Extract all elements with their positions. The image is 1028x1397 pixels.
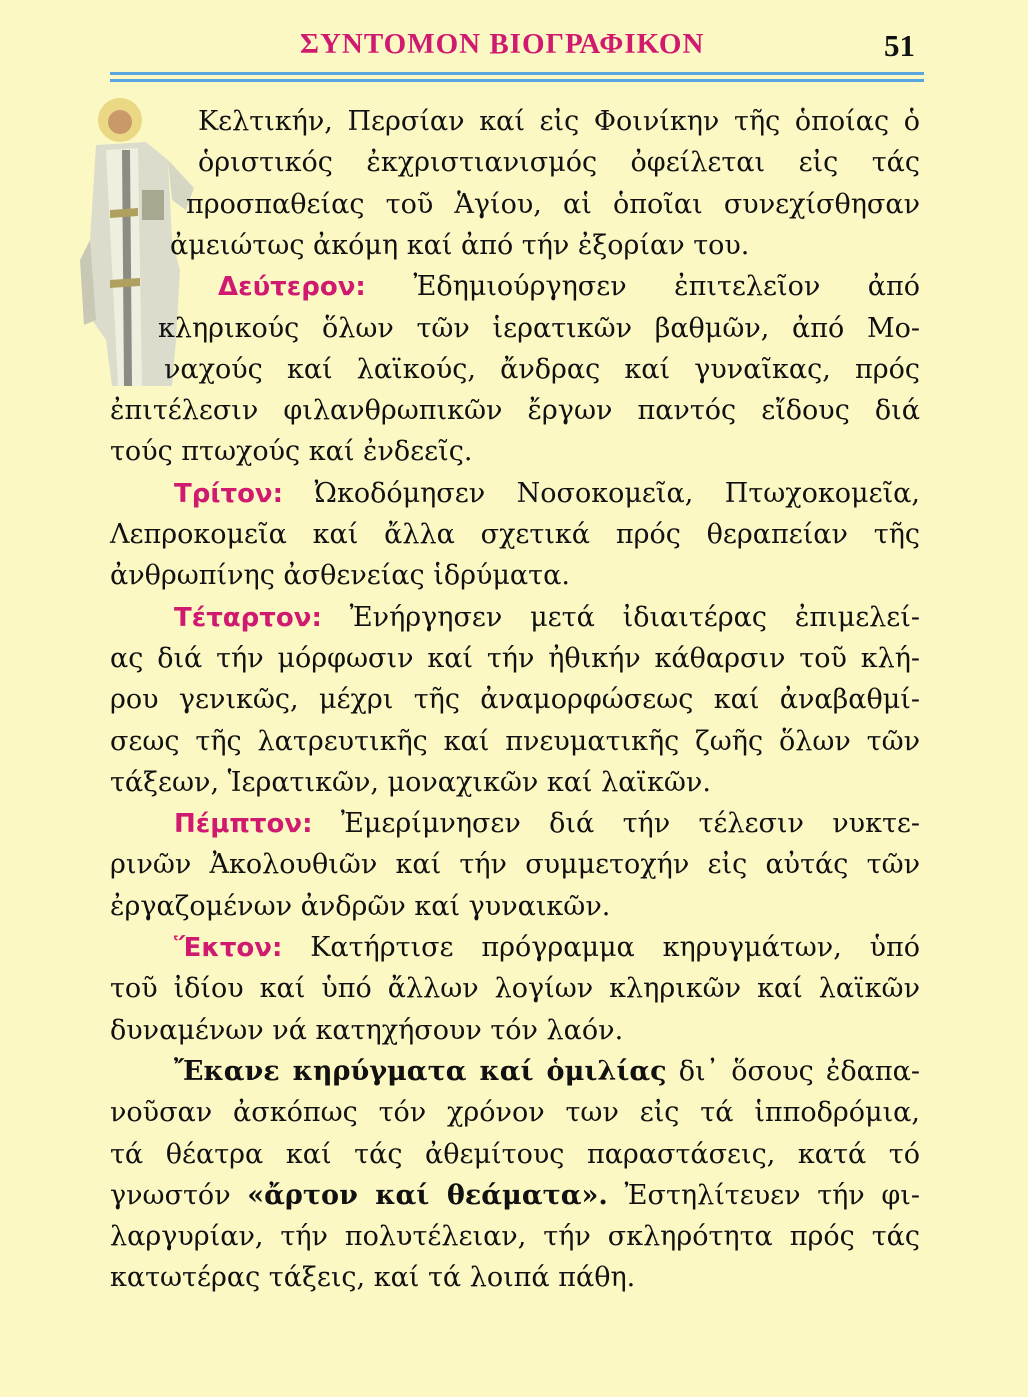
text-line: νοῦσαν ἀσκόπως τόν χρόνον των εἰς τά ἱπποδρόμια, xyxy=(110,1097,920,1129)
text-line: Λεπροκομεῖα καί ἄλλα σχετικά πρός θεραπείαν τῆς xyxy=(110,519,920,550)
text-line: Ἕκτον: Κατήρτισε πρόγραμμα κηρυγμάτων, ὑπό xyxy=(174,932,920,963)
text-line: τοῦ ἰδίου καί ὑπό ἄλλων λογίων κληρικῶν καί λαϊκῶν xyxy=(110,973,920,1005)
text-line: γνωστόν «ἄρτον καί θεάματα». Ἐστηλίτευεν τήν φι- xyxy=(110,1179,921,1211)
text-line: Τέταρτον: Ἐνήργησεν μετά ἰδιαιτέρας ἐπιμελεί- xyxy=(174,601,920,633)
text-line: λαργυρίαν, τήν πολυτέλειαν, τήν σκληρότητα πρός τάς xyxy=(110,1221,920,1253)
page-number: 51 xyxy=(884,28,915,63)
section-label: Πέμπτον: xyxy=(174,809,313,840)
text-line: κληρικούς ὅλων τῶν ἱερατικῶν βαθμῶν, ἀπό Μο- xyxy=(158,312,920,344)
section-label: Δεύτερον: xyxy=(218,272,366,303)
text-line: κατωτέρας τάξεις, καί τά λοιπά πάθη. xyxy=(110,1262,636,1294)
text-line: ας διά τήν μόρφωσιν καί τήν ἠθικήν κάθαρσιν τοῦ κλή- xyxy=(110,642,920,674)
text-line: Τρίτον: Ὠκοδόμησεν Νοσοκομεῖα, Πτωχοκομεῖα, xyxy=(174,477,920,509)
text-line: ρινῶν Ἀκολουθιῶν καί τήν συμμετοχήν εἰς αὐτάς τῶν xyxy=(110,849,920,881)
text-line: ἐπιτέλεσιν φιλανθρωπικῶν ἔργων παντός εἴδους διά xyxy=(110,395,920,427)
running-header-title: ΣΥΝΤΟΜΟΝ ΒΙΟΓΡΑΦΙΚΟΝ xyxy=(300,28,705,60)
text-line: Πέμπτον: Ἐμερίμνησεν διά τήν τέλεσιν νυκτε- xyxy=(174,808,920,840)
text-line: δυναμένων νά κατηχήσουν τόν λαόν. xyxy=(110,1014,624,1046)
section-label: Ἕκτον: xyxy=(174,933,283,963)
text-line: ἀμειώτως ἀκόμη καί ἀπό τήν ἐξορίαν του. xyxy=(170,229,750,261)
text-line: ἀνθρωπίνης ἀσθενείας ἱδρύματα. xyxy=(110,560,570,592)
text-line: ρου γενικῶς, μέχρι τῆς ἀναμορφώσεως καί ἀναβαθμί- xyxy=(110,684,920,716)
text-line: προσπαθείας τοῦ Ἁγίου, αἱ ὁποῖαι συνεχίσθησαν xyxy=(186,188,920,220)
text-line: ἐργαζομένων ἀνδρῶν καί γυναικῶν. xyxy=(110,890,611,922)
text-line: σεως τῆς λατρευτικῆς καί πνευματικῆς ζωῆς ὅλων τῶν xyxy=(110,725,920,757)
text-line: τούς πτωχούς καί ἐνδεεῖς. xyxy=(110,436,473,468)
section-label: Τέταρτον: xyxy=(174,602,322,633)
text-line: Ἔκανε κηρύγματα καί ὁμιλίας δι᾽ ὅσους ἐδαπα- xyxy=(174,1055,920,1087)
text-line: ὁριστικός ἐκχριστιανισμός ὀφείλεται εἰς τάς xyxy=(198,147,920,179)
text-line: τά θέατρα καί τάς ἀθεμίτους παραστάσεις, κατά τό xyxy=(110,1138,920,1170)
text-line: Δεύτερον: Ἐδημιούργησεν ἐπιτελεῖον ἀπό xyxy=(218,271,920,303)
text-line: τάξεων, Ἱερατικῶν, μοναχικῶν καί λαϊκῶν. xyxy=(110,766,711,798)
text-line: Κελτικήν, Περσίαν καί εἰς Φοινίκην τῆς ὁποίας ὁ xyxy=(198,106,920,137)
bold-phrase: Ἔκανε κηρύγματα καί ὁμιλίας xyxy=(174,1055,667,1087)
text-line: ναχούς καί λαϊκούς, ἄνδρας καί γυναῖκας, πρός xyxy=(164,353,920,385)
section-label: Τρίτον: xyxy=(174,478,284,509)
bold-phrase: «ἄρτον καί θεάματα». xyxy=(247,1179,608,1211)
